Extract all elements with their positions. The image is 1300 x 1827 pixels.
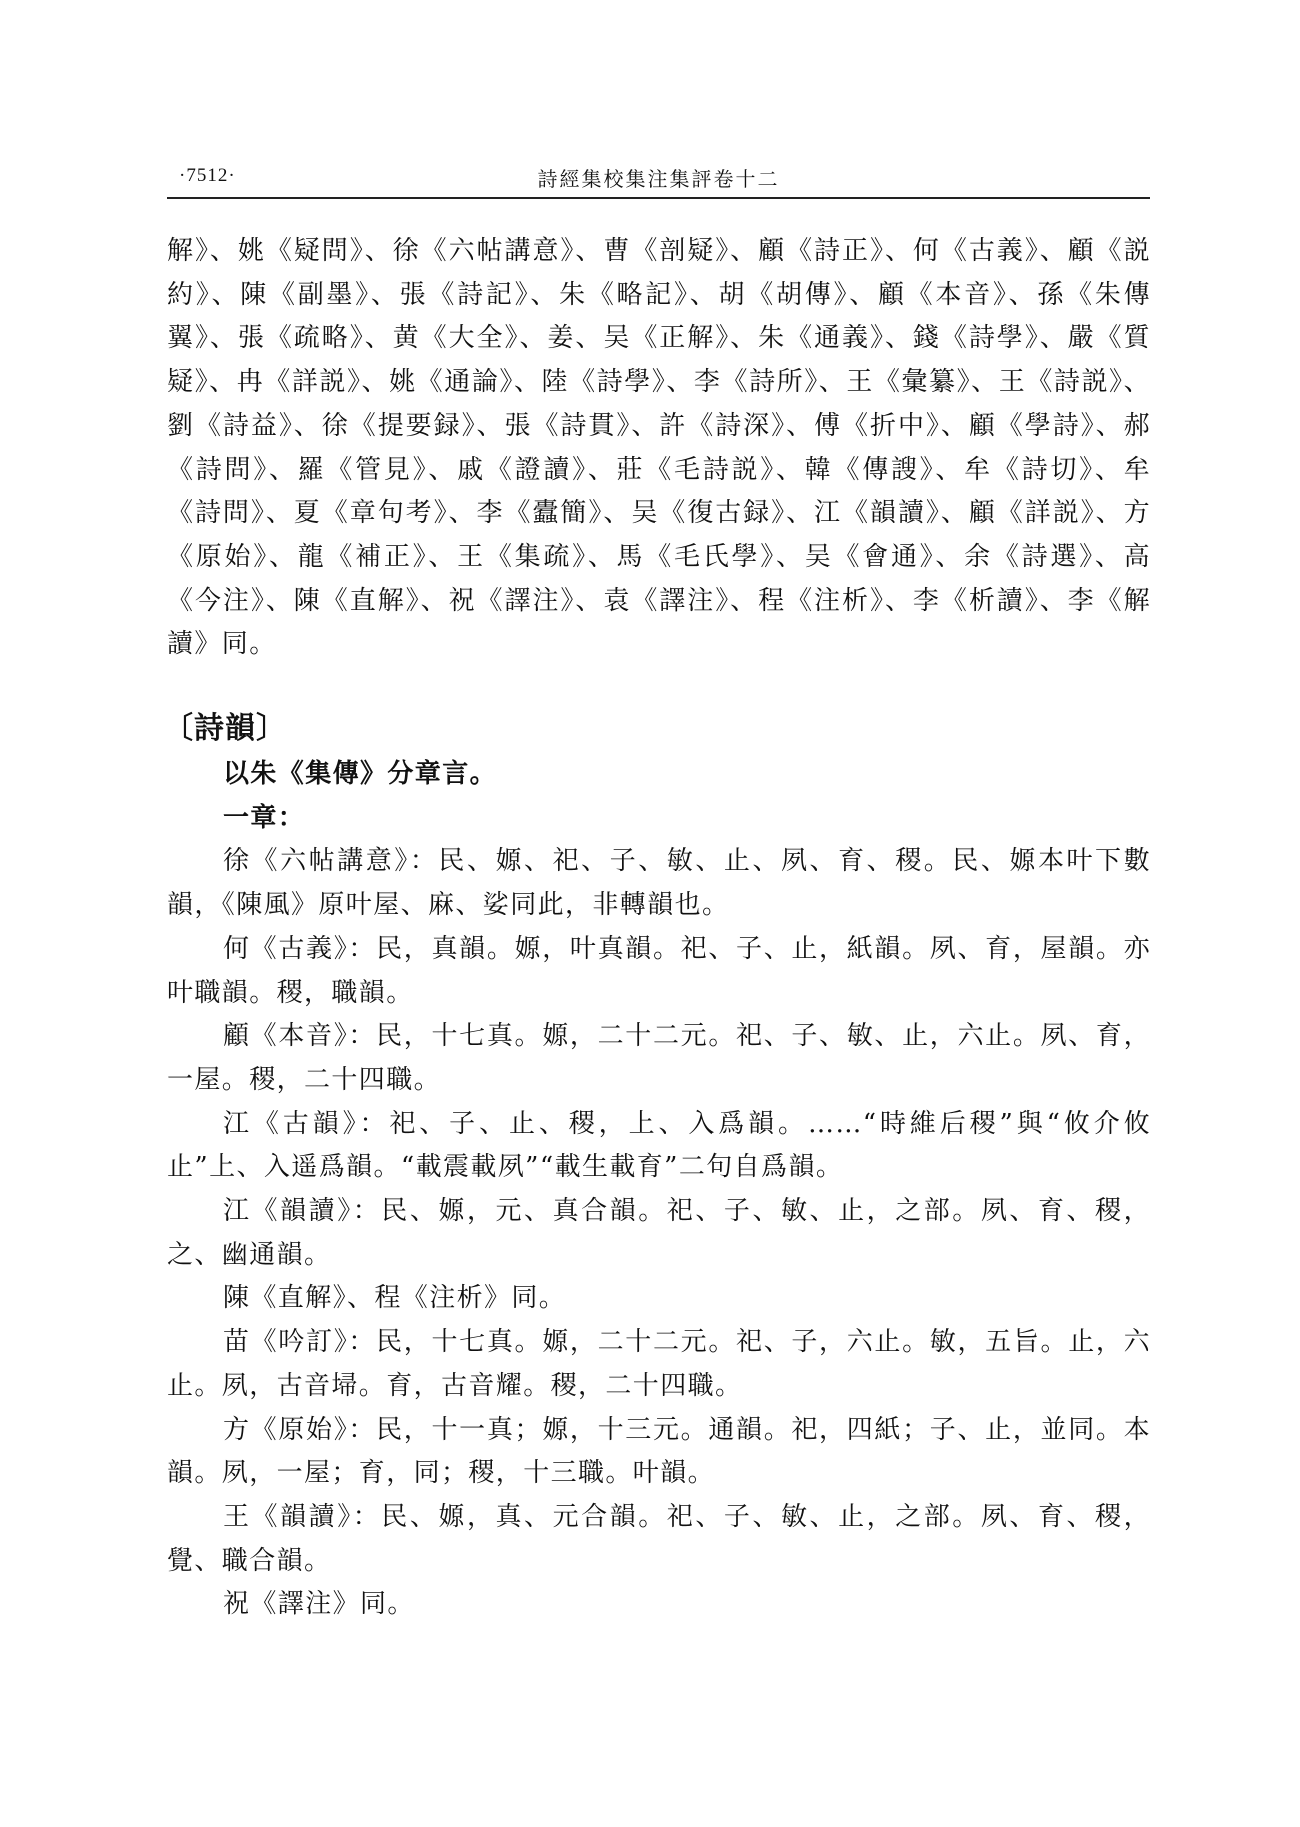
page-number: ·7512·	[179, 165, 236, 186]
commentary-paragraph-xu: 徐《六帖講意》：民、嫄、祀、子、敏、止、夙、育、稷。民、嫄本叶下數韻，《陳風》原叶屋、麻、娑同此，非轉韻也。	[167, 846, 1151, 921]
running-title: 詩經集校集注集評卷十二	[537, 167, 780, 191]
section-heading: 〔詩韻〕	[163, 711, 287, 747]
commentary-paragraph-zhu: 祝《譯注》同。	[223, 1589, 415, 1620]
commentary-paragraph-miao: 苗《吟訂》：民，十七真。嫄，二十二元。祀、子，六止。敏，五旨。止，六止。夙，古音埽。育，古音耀。稷，二十四職。	[167, 1327, 1151, 1401]
commentary-paragraph-fang: 方《原始》：民，十一真；嫄，十三元。通韻。祀，四紙；子、止，並同。本韻。夙，一屋；育，同；稷，十三職。叶韻。	[167, 1414, 1151, 1489]
commentary-paragraph-he: 何《古義》：民，真韻。嫄，叶真韻。祀、子、止，紙韻。夙、育，屋韻。亦叶職韻。稷，職韻。	[167, 933, 1151, 1008]
page-body	[163, 230, 1151, 1627]
commentary-paragraph-gu: 顧《本音》：民，十七真。嫄，二十二元。祀、子、敏、止，六止。夙、育，一屋。稷，二十四職。	[167, 1021, 1151, 1095]
commentary-paragraph-jiang-yundu: 江《韻讀》：民、嫄，元、真合韻。祀、子、敏、止，之部。夙、育、稷，之、幽通韻。	[167, 1196, 1151, 1270]
section-intro: 以朱《集傳》分章言。	[223, 759, 498, 790]
page-header	[167, 163, 1150, 199]
chapter-label: 一章：	[223, 802, 306, 833]
commentary-paragraph-jiang-guyun: 江《古韻》：祀、子、止、稷，上、入爲韻。……“時維后稷”與“攸介攸止”上、入遥爲韻。“載震載夙”“載生載育”二句自爲韻。	[167, 1108, 1151, 1183]
commentary-paragraph-chen: 陳《直解》、程《注析》同。	[223, 1283, 567, 1314]
continuation-paragraph: 解》、姚《疑問》、徐《六帖講意》、曹《剖疑》、顧《詩正》、何《古義》、顧《説約》、陳《副墨》、張《詩記》、朱《略記》、胡《胡傳》、顧《本音》、孫《朱傳翼》、張《疏略》、黄《大全》、姜、吴《正解》、朱《通義》、錢《詩學》、嚴《質疑》、冉《詳説》、姚《通論》、陸《詩學》、李《詩所》、王《彙纂》、王《詩説》、劉《詩益》、徐《提要録》、張《詩貫》、許《詩深》、傅《折中》、顧《學詩》、郝《詩問》、羅《管見》、戚《證讀》、莊《毛詩説》、韓《傳謏》、牟《詩切》、牟《詩問》、夏《章句考》、李《蠹簡》、吴《復古録》、江《韻讀》、顧《詳説》、方《原始》、龍《補正》、王《集疏》、馬《毛氏學》、吴《會通》、余《詩選》、高《今注》、陳《直解》、祝《譯注》、袁《譯注》、程《注析》、李《析讀》、李《解讀》同。	[167, 236, 1151, 660]
commentary-paragraph-wang: 王《韻讀》：民、嫄，真、元合韻。祀、子、敏、止，之部。夙、育、稷，覺、職合韻。	[167, 1501, 1151, 1576]
